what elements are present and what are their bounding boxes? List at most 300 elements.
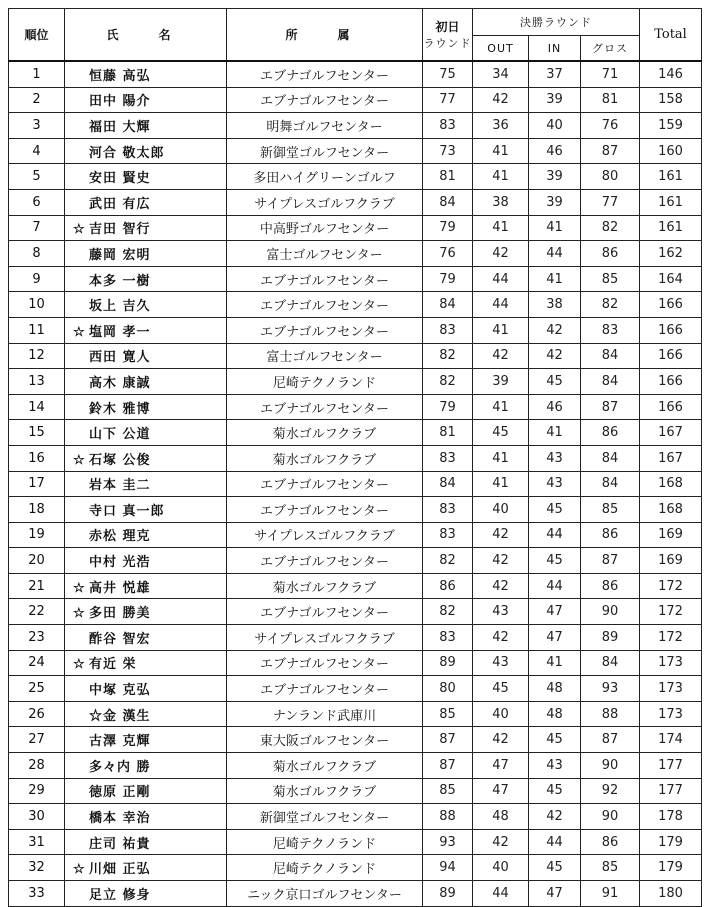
round1-cell: 86 bbox=[423, 573, 473, 599]
club-cell: サイプレスゴルフクラブ bbox=[227, 189, 423, 215]
results-table bbox=[8, 8, 702, 907]
out-cell: 43 bbox=[473, 650, 529, 676]
player-name: 鈴木 雅博 bbox=[89, 401, 151, 417]
total-cell: 168 bbox=[640, 471, 702, 497]
table-row bbox=[9, 164, 702, 190]
gross-cell: 81 bbox=[581, 87, 640, 113]
table-row bbox=[9, 573, 702, 599]
table-row bbox=[9, 753, 702, 779]
header-club: 所 属 bbox=[227, 9, 423, 62]
out-cell: 41 bbox=[473, 215, 529, 241]
player-name: 古澤 克輝 bbox=[89, 734, 151, 750]
name-cell bbox=[65, 497, 227, 523]
out-cell: 47 bbox=[473, 753, 529, 779]
name-cell bbox=[65, 701, 227, 727]
table-row bbox=[9, 369, 702, 395]
round1-cell: 81 bbox=[423, 420, 473, 446]
club-cell: ニック京口ゴルフセンター bbox=[227, 881, 423, 907]
in-cell: 42 bbox=[529, 804, 581, 830]
name-cell bbox=[65, 650, 227, 676]
player-name: 酢谷 智宏 bbox=[89, 631, 151, 647]
gross-cell: 92 bbox=[581, 778, 640, 804]
round1-cell: 82 bbox=[423, 343, 473, 369]
total-cell: 162 bbox=[640, 241, 702, 267]
club-cell: エブナゴルフセンター bbox=[227, 471, 423, 497]
rank-cell: 8 bbox=[9, 241, 65, 267]
out-cell: 42 bbox=[473, 87, 529, 113]
rank-cell: 4 bbox=[9, 138, 65, 164]
star-mark: ☆ bbox=[73, 324, 86, 340]
total-cell: 179 bbox=[640, 855, 702, 881]
round1-cell: 82 bbox=[423, 548, 473, 574]
rank-cell: 18 bbox=[9, 497, 65, 523]
star-mark: ☆ bbox=[73, 606, 86, 622]
rank-cell: 13 bbox=[9, 369, 65, 395]
table-row bbox=[9, 625, 702, 651]
in-cell: 41 bbox=[529, 650, 581, 676]
name-cell bbox=[65, 266, 227, 292]
name-cell bbox=[65, 317, 227, 343]
table-row bbox=[9, 650, 702, 676]
out-cell: 41 bbox=[473, 164, 529, 190]
total-cell: 164 bbox=[640, 266, 702, 292]
in-cell: 42 bbox=[529, 343, 581, 369]
rank-cell: 5 bbox=[9, 164, 65, 190]
player-name: 福田 大輝 bbox=[89, 119, 151, 135]
total-cell: 179 bbox=[640, 829, 702, 855]
out-cell: 44 bbox=[473, 266, 529, 292]
round1-cell: 85 bbox=[423, 778, 473, 804]
header-total: Total bbox=[640, 9, 702, 62]
round1-cell: 80 bbox=[423, 676, 473, 702]
total-cell: 177 bbox=[640, 778, 702, 804]
total-cell: 166 bbox=[640, 317, 702, 343]
header-rank: 順位 bbox=[9, 9, 65, 62]
in-cell: 41 bbox=[529, 215, 581, 241]
in-cell: 37 bbox=[529, 61, 581, 87]
round1-cell: 89 bbox=[423, 881, 473, 907]
club-cell: エブナゴルフセンター bbox=[227, 497, 423, 523]
star-mark: ☆ bbox=[73, 657, 86, 673]
out-cell: 42 bbox=[473, 241, 529, 267]
name-cell bbox=[65, 548, 227, 574]
name-cell bbox=[65, 215, 227, 241]
total-cell: 167 bbox=[640, 445, 702, 471]
out-cell: 38 bbox=[473, 189, 529, 215]
player-name: 高木 康誠 bbox=[89, 375, 151, 391]
gross-cell: 86 bbox=[581, 241, 640, 267]
header-final-round: 決勝ラウンド bbox=[473, 9, 640, 36]
out-cell: 42 bbox=[473, 573, 529, 599]
table-row bbox=[9, 881, 702, 907]
total-cell: 161 bbox=[640, 215, 702, 241]
player-name: 石塚 公俊 bbox=[89, 452, 151, 468]
rank-cell: 11 bbox=[9, 317, 65, 343]
round1-cell: 83 bbox=[423, 317, 473, 343]
round1-cell: 87 bbox=[423, 727, 473, 753]
table-row bbox=[9, 548, 702, 574]
gross-cell: 87 bbox=[581, 138, 640, 164]
out-cell: 39 bbox=[473, 369, 529, 395]
in-cell: 48 bbox=[529, 701, 581, 727]
round1-cell: 84 bbox=[423, 189, 473, 215]
in-cell: 45 bbox=[529, 727, 581, 753]
player-name: 赤松 理克 bbox=[89, 529, 151, 545]
gross-cell: 84 bbox=[581, 471, 640, 497]
total-cell: 161 bbox=[640, 164, 702, 190]
in-cell: 48 bbox=[529, 676, 581, 702]
total-cell: 172 bbox=[640, 599, 702, 625]
club-cell: 新御堂ゴルフセンター bbox=[227, 138, 423, 164]
name-cell bbox=[65, 778, 227, 804]
club-cell: 多田ハイグリーンゴルフ bbox=[227, 164, 423, 190]
gross-cell: 87 bbox=[581, 548, 640, 574]
round1-cell: 79 bbox=[423, 394, 473, 420]
name-cell bbox=[65, 599, 227, 625]
name-cell bbox=[65, 420, 227, 446]
name-cell bbox=[65, 829, 227, 855]
total-cell: 159 bbox=[640, 113, 702, 139]
club-cell: 菊水ゴルフクラブ bbox=[227, 753, 423, 779]
round1-cell: 82 bbox=[423, 599, 473, 625]
star-mark: ☆ bbox=[73, 222, 86, 238]
total-cell: 166 bbox=[640, 343, 702, 369]
gross-cell: 85 bbox=[581, 497, 640, 523]
club-cell: 菊水ゴルフクラブ bbox=[227, 573, 423, 599]
in-cell: 45 bbox=[529, 369, 581, 395]
name-cell bbox=[65, 138, 227, 164]
club-cell: 菊水ゴルフクラブ bbox=[227, 420, 423, 446]
in-cell: 39 bbox=[529, 189, 581, 215]
table-row bbox=[9, 394, 702, 420]
table-row bbox=[9, 855, 702, 881]
out-cell: 41 bbox=[473, 138, 529, 164]
gross-cell: 85 bbox=[581, 855, 640, 881]
gross-cell: 71 bbox=[581, 61, 640, 87]
in-cell: 44 bbox=[529, 241, 581, 267]
player-name: 徳原 正剛 bbox=[89, 785, 151, 801]
club-cell: 東大阪ゴルフセンター bbox=[227, 727, 423, 753]
total-cell: 173 bbox=[640, 701, 702, 727]
player-name: 山下 公道 bbox=[89, 427, 151, 443]
name-cell bbox=[65, 676, 227, 702]
table-row bbox=[9, 497, 702, 523]
name-cell bbox=[65, 241, 227, 267]
gross-cell: 86 bbox=[581, 829, 640, 855]
total-cell: 173 bbox=[640, 650, 702, 676]
player-name: 田中 陽介 bbox=[89, 94, 151, 110]
gross-cell: 76 bbox=[581, 113, 640, 139]
rank-cell: 21 bbox=[9, 573, 65, 599]
out-cell: 41 bbox=[473, 471, 529, 497]
player-name: 寺口 真一郎 bbox=[89, 503, 165, 519]
club-cell: エブナゴルフセンター bbox=[227, 676, 423, 702]
player-name: 安田 賢史 bbox=[89, 171, 151, 187]
in-cell: 43 bbox=[529, 471, 581, 497]
table-row bbox=[9, 138, 702, 164]
name-cell bbox=[65, 61, 227, 87]
rank-cell: 14 bbox=[9, 394, 65, 420]
rank-cell: 32 bbox=[9, 855, 65, 881]
in-cell: 46 bbox=[529, 138, 581, 164]
table-row bbox=[9, 804, 702, 830]
out-cell: 42 bbox=[473, 343, 529, 369]
out-cell: 44 bbox=[473, 292, 529, 318]
total-cell: 168 bbox=[640, 497, 702, 523]
out-cell: 43 bbox=[473, 599, 529, 625]
player-name: 川畑 正弘 bbox=[89, 862, 151, 878]
total-cell: 166 bbox=[640, 394, 702, 420]
round1-cell: 88 bbox=[423, 804, 473, 830]
table-row bbox=[9, 420, 702, 446]
rank-cell: 22 bbox=[9, 599, 65, 625]
player-name: 本多 一樹 bbox=[89, 273, 151, 289]
name-cell bbox=[65, 343, 227, 369]
club-cell: 富士ゴルフセンター bbox=[227, 241, 423, 267]
round1-cell: 79 bbox=[423, 215, 473, 241]
round1-cell: 76 bbox=[423, 241, 473, 267]
in-cell: 45 bbox=[529, 778, 581, 804]
rank-cell: 1 bbox=[9, 61, 65, 87]
club-cell: 明舞ゴルフセンター bbox=[227, 113, 423, 139]
header-in: IN bbox=[529, 36, 581, 62]
round1-cell: 83 bbox=[423, 445, 473, 471]
in-cell: 40 bbox=[529, 113, 581, 139]
player-name: 西田 寛人 bbox=[89, 350, 151, 366]
in-cell: 44 bbox=[529, 829, 581, 855]
table-row bbox=[9, 266, 702, 292]
in-cell: 41 bbox=[529, 420, 581, 446]
player-name: 岩本 圭二 bbox=[89, 478, 151, 494]
rank-cell: 30 bbox=[9, 804, 65, 830]
round1-cell: 83 bbox=[423, 497, 473, 523]
rank-cell: 9 bbox=[9, 266, 65, 292]
player-name: 河合 敬太郎 bbox=[89, 145, 165, 161]
in-cell: 44 bbox=[529, 522, 581, 548]
out-cell: 47 bbox=[473, 778, 529, 804]
out-cell: 41 bbox=[473, 317, 529, 343]
round1-cell: 84 bbox=[423, 292, 473, 318]
total-cell: 166 bbox=[640, 369, 702, 395]
club-cell: 尼崎テクノランド bbox=[227, 829, 423, 855]
player-name: 武田 有広 bbox=[89, 196, 151, 212]
club-cell: 尼崎テクノランド bbox=[227, 855, 423, 881]
gross-cell: 77 bbox=[581, 189, 640, 215]
player-name: 塩岡 孝一 bbox=[89, 324, 151, 340]
table-row bbox=[9, 778, 702, 804]
round1-cell: 85 bbox=[423, 701, 473, 727]
player-name: 中村 光浩 bbox=[89, 555, 151, 571]
name-cell bbox=[65, 471, 227, 497]
club-cell: エブナゴルフセンター bbox=[227, 599, 423, 625]
table-row bbox=[9, 343, 702, 369]
player-name: 庄司 祐貴 bbox=[89, 836, 151, 852]
player-name: 坂上 吉久 bbox=[89, 299, 151, 315]
club-cell: エブナゴルフセンター bbox=[227, 87, 423, 113]
table-row bbox=[9, 676, 702, 702]
table-row bbox=[9, 87, 702, 113]
header-round1-line1: 初日 bbox=[435, 20, 460, 34]
table-row bbox=[9, 317, 702, 343]
gross-cell: 90 bbox=[581, 753, 640, 779]
rank-cell: 33 bbox=[9, 881, 65, 907]
total-cell: 166 bbox=[640, 292, 702, 318]
in-cell: 39 bbox=[529, 87, 581, 113]
out-cell: 36 bbox=[473, 113, 529, 139]
player-name: 藤岡 宏明 bbox=[89, 247, 151, 263]
round1-cell: 79 bbox=[423, 266, 473, 292]
name-cell bbox=[65, 573, 227, 599]
table-body bbox=[9, 61, 702, 906]
gross-cell: 82 bbox=[581, 215, 640, 241]
club-cell: エブナゴルフセンター bbox=[227, 548, 423, 574]
out-cell: 40 bbox=[473, 497, 529, 523]
gross-cell: 87 bbox=[581, 394, 640, 420]
in-cell: 47 bbox=[529, 625, 581, 651]
table-row bbox=[9, 599, 702, 625]
total-cell: 174 bbox=[640, 727, 702, 753]
player-name: 有近 栄 bbox=[89, 657, 137, 673]
header-round1-line2: ラウンド bbox=[423, 37, 472, 50]
in-cell: 45 bbox=[529, 497, 581, 523]
club-cell: ナンランド武庫川 bbox=[227, 701, 423, 727]
in-cell: 45 bbox=[529, 855, 581, 881]
total-cell: 167 bbox=[640, 420, 702, 446]
name-cell bbox=[65, 522, 227, 548]
table-row bbox=[9, 113, 702, 139]
gross-cell: 88 bbox=[581, 701, 640, 727]
round1-cell: 94 bbox=[423, 855, 473, 881]
club-cell: サイプレスゴルフクラブ bbox=[227, 522, 423, 548]
gross-cell: 91 bbox=[581, 881, 640, 907]
round1-cell: 73 bbox=[423, 138, 473, 164]
club-cell: エブナゴルフセンター bbox=[227, 61, 423, 87]
rank-cell: 7 bbox=[9, 215, 65, 241]
gross-cell: 80 bbox=[581, 164, 640, 190]
table-row bbox=[9, 445, 702, 471]
out-cell: 44 bbox=[473, 881, 529, 907]
total-cell: 172 bbox=[640, 625, 702, 651]
in-cell: 44 bbox=[529, 573, 581, 599]
rank-cell: 20 bbox=[9, 548, 65, 574]
round1-cell: 75 bbox=[423, 61, 473, 87]
gross-cell: 85 bbox=[581, 266, 640, 292]
rank-cell: 26 bbox=[9, 701, 65, 727]
star-mark: ☆ bbox=[73, 580, 86, 596]
gross-cell: 84 bbox=[581, 445, 640, 471]
club-cell: 尼崎テクノランド bbox=[227, 369, 423, 395]
total-cell: 172 bbox=[640, 573, 702, 599]
total-cell: 177 bbox=[640, 753, 702, 779]
star-mark: ☆ bbox=[73, 862, 86, 878]
out-cell: 42 bbox=[473, 727, 529, 753]
name-cell bbox=[65, 804, 227, 830]
name-cell bbox=[65, 87, 227, 113]
table-row bbox=[9, 471, 702, 497]
round1-cell: 84 bbox=[423, 471, 473, 497]
name-cell bbox=[65, 753, 227, 779]
round1-cell: 82 bbox=[423, 369, 473, 395]
in-cell: 45 bbox=[529, 548, 581, 574]
rank-cell: 23 bbox=[9, 625, 65, 651]
rank-cell: 12 bbox=[9, 343, 65, 369]
header-round1 bbox=[423, 9, 473, 62]
gross-cell: 86 bbox=[581, 522, 640, 548]
gross-cell: 93 bbox=[581, 676, 640, 702]
table-row bbox=[9, 215, 702, 241]
out-cell: 41 bbox=[473, 445, 529, 471]
rank-cell: 28 bbox=[9, 753, 65, 779]
in-cell: 41 bbox=[529, 266, 581, 292]
table-header bbox=[9, 9, 702, 62]
player-name: 足立 修身 bbox=[89, 887, 151, 903]
round1-cell: 89 bbox=[423, 650, 473, 676]
in-cell: 43 bbox=[529, 445, 581, 471]
total-cell: 160 bbox=[640, 138, 702, 164]
rank-cell: 10 bbox=[9, 292, 65, 318]
club-cell: エブナゴルフセンター bbox=[227, 394, 423, 420]
out-cell: 34 bbox=[473, 61, 529, 87]
total-cell: 180 bbox=[640, 881, 702, 907]
club-cell: エブナゴルフセンター bbox=[227, 292, 423, 318]
name-cell bbox=[65, 394, 227, 420]
name-cell bbox=[65, 445, 227, 471]
total-cell: 178 bbox=[640, 804, 702, 830]
out-cell: 40 bbox=[473, 701, 529, 727]
club-cell: エブナゴルフセンター bbox=[227, 650, 423, 676]
rank-cell: 27 bbox=[9, 727, 65, 753]
table-row bbox=[9, 189, 702, 215]
gross-cell: 87 bbox=[581, 727, 640, 753]
club-cell: エブナゴルフセンター bbox=[227, 266, 423, 292]
player-name: 吉田 智行 bbox=[89, 222, 151, 238]
player-name: 恒藤 高弘 bbox=[89, 68, 151, 84]
rank-cell: 25 bbox=[9, 676, 65, 702]
out-cell: 41 bbox=[473, 394, 529, 420]
club-cell: 富士ゴルフセンター bbox=[227, 343, 423, 369]
rank-cell: 29 bbox=[9, 778, 65, 804]
rank-cell: 16 bbox=[9, 445, 65, 471]
round1-cell: 77 bbox=[423, 87, 473, 113]
round1-cell: 81 bbox=[423, 164, 473, 190]
gross-cell: 82 bbox=[581, 292, 640, 318]
rank-cell: 2 bbox=[9, 87, 65, 113]
gross-cell: 84 bbox=[581, 343, 640, 369]
gross-cell: 86 bbox=[581, 420, 640, 446]
gross-cell: 84 bbox=[581, 650, 640, 676]
header-name: 氏 名 bbox=[65, 9, 227, 62]
in-cell: 38 bbox=[529, 292, 581, 318]
header-out: OUT bbox=[473, 36, 529, 62]
club-cell: 菊水ゴルフクラブ bbox=[227, 778, 423, 804]
name-cell bbox=[65, 881, 227, 907]
out-cell: 45 bbox=[473, 676, 529, 702]
player-name: ☆金 漢生 bbox=[89, 708, 151, 724]
round1-cell: 83 bbox=[423, 522, 473, 548]
out-cell: 42 bbox=[473, 548, 529, 574]
club-cell: 新御堂ゴルフセンター bbox=[227, 804, 423, 830]
name-cell bbox=[65, 189, 227, 215]
rank-cell: 6 bbox=[9, 189, 65, 215]
name-cell bbox=[65, 369, 227, 395]
in-cell: 47 bbox=[529, 881, 581, 907]
club-cell: 菊水ゴルフクラブ bbox=[227, 445, 423, 471]
name-cell bbox=[65, 727, 227, 753]
gross-cell: 83 bbox=[581, 317, 640, 343]
name-cell bbox=[65, 164, 227, 190]
rank-cell: 15 bbox=[9, 420, 65, 446]
total-cell: 169 bbox=[640, 522, 702, 548]
